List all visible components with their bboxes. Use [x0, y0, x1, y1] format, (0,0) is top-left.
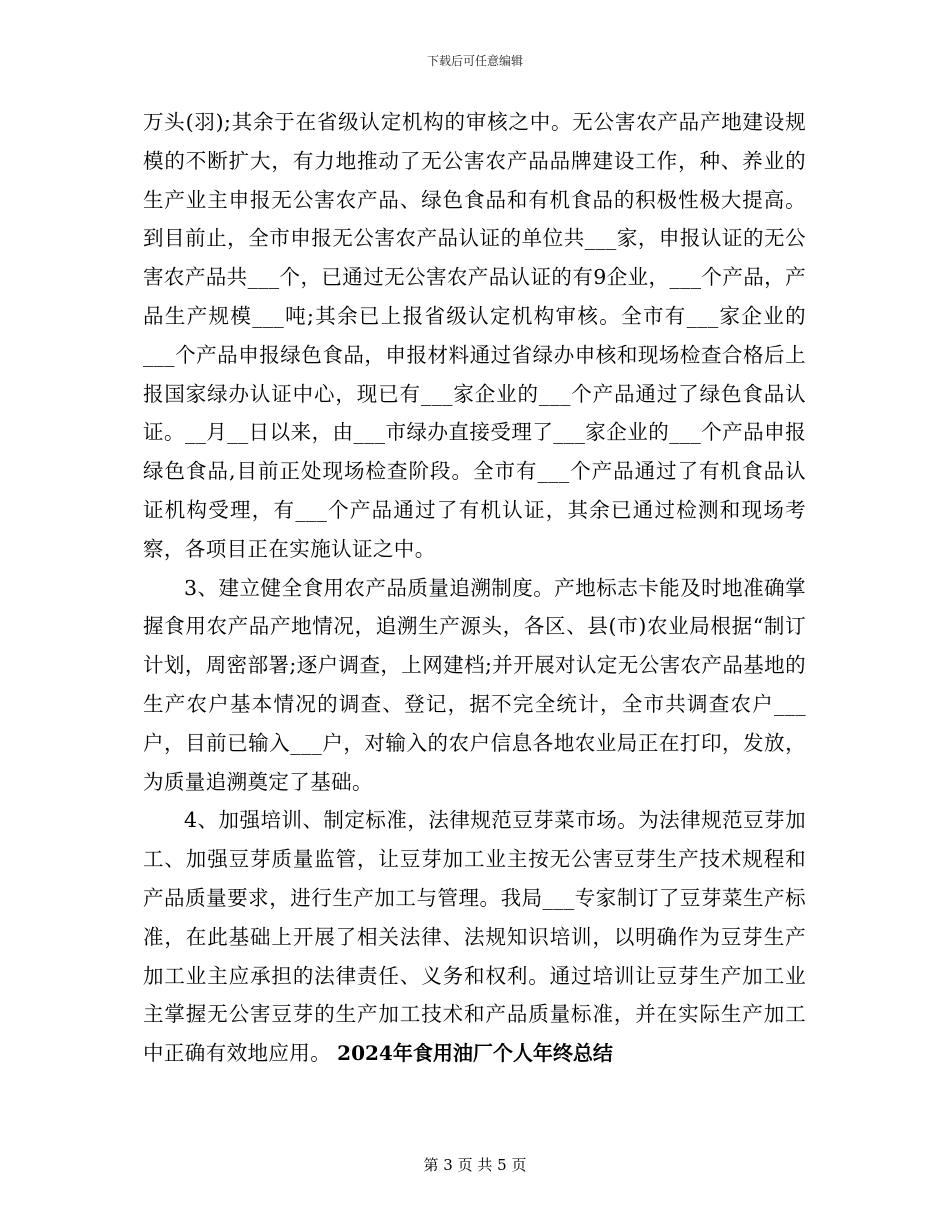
- body-paragraph: 4、加强培训、制定标准，法律规范豆芽菜市场。为法律规范豆芽加工、加强豆芽质量监管，让豆芽加工业主按无公害豆芽生产技术规程和产品质量要求，进行生产加工与管理。我局___专家制订了豆芽菜生产标准，在此基础上开展了相关法律、法规知识培训，以明确作为豆芽生产加工业主应承担的法律责任、义务和权利。通过培训让豆芽生产加工业主掌握无公害豆芽的生产加工技术和产品质量标准，并在实际生产加工中正确有效地应用。: [143, 808, 806, 1066]
- body-paragraph: 3、建立健全食用农产品质量追溯制度。产地标志卡能及时地准确掌握食用农产品产地情况，追溯生产源头，各区、县(市)农业局根据“制订计划，周密部署;逐户调查，上网建档;并开展对认定无公害农产品基地的生产农户基本情况的调查、登记，据不完全统计，全市共调查农户___户，目前已输入___户，对输入的农户信息各地农业局正在打印，发放，为质量追溯奠定了基础。: [143, 575, 806, 794]
- section-title: 2024年食用油厂个人年终总结: [337, 1041, 613, 1065]
- page-header-note: 下载后可任意编辑: [426, 54, 523, 68]
- document-body: [143, 103, 806, 1073]
- page-number: 第 3 页 共 5 页: [423, 1156, 527, 1174]
- body-paragraph: 万头(羽);其余于在省级认定机构的审核之中。无公害农产品产地建设规模的不断扩大，有力地推动了无公害农产品品牌建设工作，种、养业的生产业主申报无公害农产品、绿色食品和有机食品的积极性极大提高。到目前止，全市申报无公害农产品认证的单位共___家，申报认证的无公害农产品共___个，已通过无公害农产品认证的有9企业，___个产品，产品生产规模___吨;其余已上报省级认定机构审核。全市有___家企业的___个产品申报绿色食品，申报材料通过省绿办申核和现场检查合格后上报国家绿办认证中心，现已有___家企业的___个产品通过了绿色食品认证。__月__日以来，由___市绿办直接受理了___家企业的___个产品申报绿色食品,目前正处现场检查阶段。全市有___个产品通过了有机食品认证机构受理，有___个产品通过了有机认证，其余已通过检测和现场考察，各项目正在实施认证之中。: [143, 110, 806, 561]
